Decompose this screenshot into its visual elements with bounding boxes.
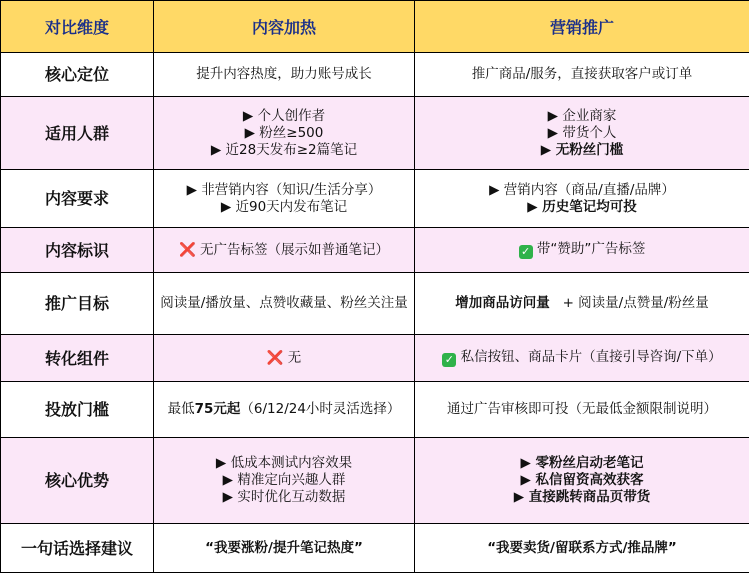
- cross-icon: ❌: [267, 350, 284, 366]
- cell-heating: [154, 438, 415, 524]
- cell-marketing: “我要卖货/留联系方式/推品牌”: [415, 524, 749, 573]
- header-row: [1, 1, 749, 53]
- table-row: [1, 97, 749, 170]
- row-dimension: 推广目标: [1, 273, 154, 335]
- list-item: ▶ 直接跳转商品页带货: [421, 489, 743, 506]
- table-row: [1, 273, 749, 335]
- header-marketing: 营销推广: [415, 1, 749, 53]
- cell-marketing: ✓ 带“赞助”广告标签: [415, 228, 749, 273]
- table-row: [1, 170, 749, 228]
- list-item: ▶ 带货个人: [421, 125, 743, 142]
- list-item: ▶ 近90天内发布笔记: [160, 199, 408, 216]
- table-row: [1, 335, 749, 382]
- list-item: ▶ 非营销内容（知识/生活分享）: [160, 182, 408, 199]
- row-dimension: 投放门槛: [1, 382, 154, 438]
- row-dimension: 内容标识: [1, 228, 154, 273]
- list-item: ▶ 近28天发布≥2篇笔记: [160, 142, 408, 159]
- cell-heating: 提升内容热度，助力账号成长: [154, 53, 415, 97]
- table-row: [1, 524, 749, 573]
- header-dimension: 对比维度: [1, 1, 154, 53]
- cell-marketing: 增加商品访问量 + 阅读量/点赞量/粉丝量: [415, 273, 749, 335]
- cell-heating: ❌ 无: [154, 335, 415, 382]
- row-dimension: 核心优势: [1, 438, 154, 524]
- cell-marketing: ✓ 私信按钮、商品卡片（直接引导咨询/下单）: [415, 335, 749, 382]
- list-item: ▶ 私信留资高效获客: [421, 472, 743, 489]
- cell-heating: 阅读量/播放量、点赞收藏量、粉丝关注量: [154, 273, 415, 335]
- cell-marketing: [415, 438, 749, 524]
- cell-heating: 最低75元起（6/12/24小时灵活选择）: [154, 382, 415, 438]
- cross-icon: ❌: [179, 242, 196, 258]
- list-item: ▶ 实时优化互动数据: [160, 489, 408, 506]
- cell-marketing: [415, 170, 749, 228]
- table-row: [1, 438, 749, 524]
- cell-heating: ❌ 无广告标签（展示如普通笔记）: [154, 228, 415, 273]
- table-row: [1, 53, 749, 97]
- list-item: ▶ 无粉丝门槛: [421, 142, 743, 159]
- cell-marketing: 推广商品/服务，直接获取客户或订单: [415, 53, 749, 97]
- header-content-heating: 内容加热: [154, 1, 415, 53]
- cell-heating: “我要涨粉/提升笔记热度”: [154, 524, 415, 573]
- row-dimension: 内容要求: [1, 170, 154, 228]
- list-item: ▶ 营销内容（商品/直播/品牌）: [421, 182, 743, 199]
- row-dimension: 核心定位: [1, 53, 154, 97]
- list-item: ▶ 历史笔记均可投: [421, 199, 743, 216]
- cell-marketing: [415, 97, 749, 170]
- table-row: [1, 382, 749, 438]
- table-row: [1, 228, 749, 273]
- cell-heating: [154, 170, 415, 228]
- row-dimension: 一句话选择建议: [1, 524, 154, 573]
- check-icon: ✓: [442, 353, 456, 367]
- row-dimension: 转化组件: [1, 335, 154, 382]
- cell-heating: [154, 97, 415, 170]
- row-dimension: 适用人群: [1, 97, 154, 170]
- cell-marketing: 通过广告审核即可投（无最低金额限制说明）: [415, 382, 749, 438]
- list-item: ▶ 个人创作者: [160, 108, 408, 125]
- list-item: ▶ 粉丝≥500: [160, 125, 408, 142]
- list-item: ▶ 低成本测试内容效果: [160, 455, 408, 472]
- list-item: ▶ 企业商家: [421, 108, 743, 125]
- list-item: ▶ 精准定向兴趣人群: [160, 472, 408, 489]
- check-icon: ✓: [519, 245, 533, 259]
- list-item: ▶ 零粉丝启动老笔记: [421, 455, 743, 472]
